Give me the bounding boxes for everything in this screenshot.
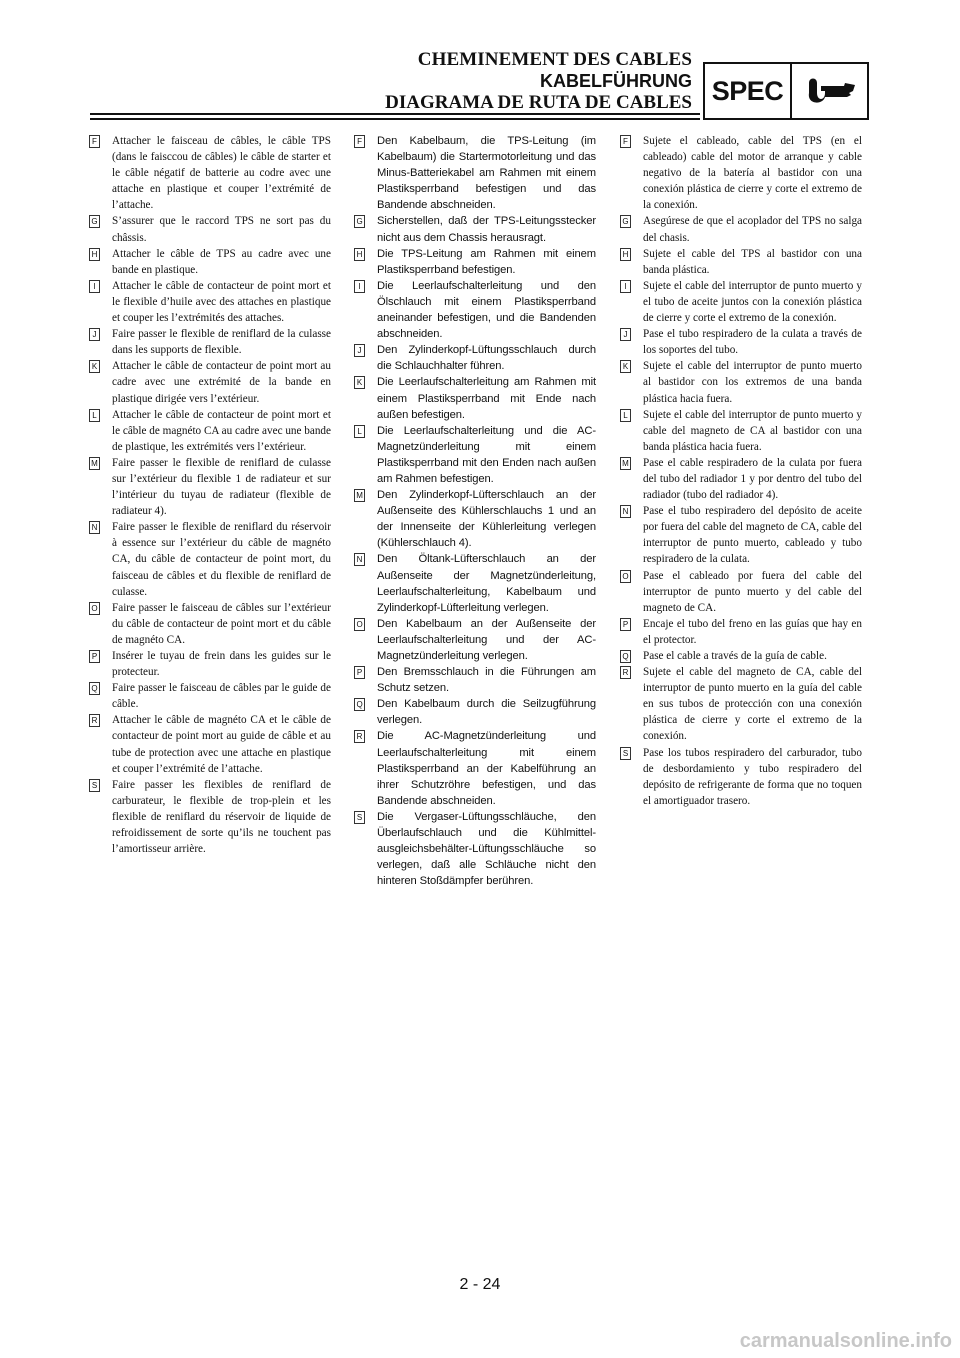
item-marker: F [89,135,100,148]
list-item [620,326,862,358]
item-marker: O [89,602,100,615]
title-german: KABELFÜHRUNG [540,71,692,91]
item-marker: S [620,747,631,760]
item-text: Attacher le câble de contacteur de point mort et le flexible d’huile avec des attaches en plastique et couper les l’extrémités des attaches. [112,279,331,325]
item-marker: N [620,505,631,518]
list-item [354,728,596,808]
column-spanish [620,133,862,809]
list-item [620,278,862,326]
item-marker: M [89,457,100,470]
item-text: Sujete el cable del interruptor de punto muerto y cable del magneto de CA al bastidor con una banda plástica hacia fuera. [643,408,862,453]
item-text: Sujete el cable del interruptor de punto muerto al bastidor con los extremos de una banda plástica hacia fuera. [643,360,862,405]
item-marker: I [620,280,631,293]
list-item [89,326,331,358]
item-text: Sujete el cable del TPS al bastidor con una banda plástica. [643,247,862,276]
item-marker: I [89,280,100,293]
item-text: Attacher le câble de magnéto CA et le câble de contacteur de point mort au guide de câble et au tube de protection avec une attache en plastique et couper l’extrémité de l’attache. [112,714,331,775]
item-text: Pase el cable respiradero de la culata por fuera del tubo del radiador 1 y por dentro del tubo del radiador (tubo del radiador 4). [643,456,862,502]
item-text: Attacher le faisceau de câbles, le câble TPS (dans le faisccou de câbles) le câble de starter et le câble négatif de batterie au codre avec une attache en plastique et couper l’extrémité de l’attache. [112,135,331,212]
item-marker: Q [354,698,365,711]
item-marker: P [354,666,365,679]
item-marker: O [620,570,631,583]
header-rule-bottom [90,118,700,120]
watermark: carmanualsonline.info [739,1330,952,1352]
list-item [354,809,596,889]
list-item [89,407,331,455]
item-marker: P [89,650,100,663]
list-item [354,664,596,696]
column-german [354,133,596,889]
item-text: Faire passer le faisceau de câbles par le guide de câble. [112,682,331,711]
item-text: Faire passer les flexibles de reniflard de carburateur, le flexible de trop-plein et les flexible de reniflard du réservoir de liquide de refroidissement de sorte qu’ils ne touchent pas l’amortisseur arrière. [112,778,331,856]
item-text: Den Kabelbaum, die TPS-Leitung (im Kabelbaum) die Startermotorleitung und das Minus-Batteriekabel am Rahmen mit einem Plastiksperrband befestigen und das Bandende abschneiden. [377,135,596,212]
item-text: Faire passer le flexible de reniflard du réservoir à essence sur l’extérieur du câble de magnéto CA, du câble de contacteur de point mort, du faisceau de câbles et du flexible de reniflard de culasse. [112,521,331,598]
list-item [89,278,331,326]
list-item [354,616,596,664]
item-text: Den Kabelbaum durch die Seilzugführung verlegen. [377,698,596,727]
section-label: SPEC [705,64,792,118]
item-text: Pase el cable a través de la guía de cable. [643,650,827,662]
item-marker: N [354,553,365,566]
item-text: Attacher le câble de TPS au cadre avec une bande en plastique. [112,247,331,276]
item-text: Faire passer le flexible de reniflard de la culasse dans les supports de flexible. [112,328,331,357]
item-text: Attacher le câble de contacteur de point mort au cadre avec une extrémité de la bande en plastique dirigée vers l’extérieur. [112,360,331,405]
list-item [89,213,331,245]
item-text: Pase el cableado por fuera del cable del interruptor de punto muerto y del cable del magneto de CA. [643,569,862,614]
item-text: Insérer le tuyau de frein dans les guides sur le protecteur. [112,650,331,679]
item-text: Asegúrese de que el acoplador del TPS no salga del chasis. [643,215,862,244]
item-marker: F [354,135,365,148]
list-item [354,374,596,422]
item-text: Sujete el cable del magneto de CA, cable del interruptor de punto muerto en la guía del cable en sus tubos de protección con una conexión plástica de cierre y corte el extremo de la conexión. [643,666,862,743]
list-item [354,133,596,213]
list-item [354,246,596,278]
item-text: Die Leerlaufschalterleitung und die AC-Magnetzünderleitung mit einem Plastiksperrband mit den Enden nach außen am Rahmen befestigen. [377,424,596,485]
list-item [620,664,862,744]
item-marker: R [354,730,365,743]
item-marker: G [354,215,365,228]
list-item [89,455,331,519]
list-item [89,519,331,599]
list-item [620,455,862,503]
list-item [620,503,862,567]
list-item [620,745,862,809]
item-marker: L [354,425,365,438]
item-marker: L [89,409,100,422]
list-item [620,358,862,406]
item-text: Den Bremsschlauch in die Führungen am Schutz setzen. [377,666,596,695]
list-item [354,342,596,374]
item-text: Die TPS-Leitung am Rahmen mit einem Plastiksperrband befestigen. [377,247,596,276]
list-item [354,696,596,728]
item-text: Faire passer le faisceau de câbles sur l’extérieur du câble de contacteur de point mort et du câble de magnéto CA. [112,601,331,646]
list-item [89,712,331,776]
page-header-titles [385,50,692,112]
list-item [354,487,596,551]
title-french: CHEMINEMENT DES CABLES [417,49,692,70]
wrench-icon [792,64,867,118]
list-item [620,568,862,616]
list-item [89,777,331,857]
item-marker: J [354,344,365,357]
column-french [89,133,331,857]
list-item [354,213,596,245]
item-text: Attacher le câble de contacteur de point mort et le câble de magnéto CA au cadre avec une bande de plastique, les extrémités vers l’extérieur. [112,408,331,453]
item-text: S’assurer que le raccord TPS ne sort pas du châssis. [112,215,331,244]
item-text: Sujete el cable del interruptor de punto muerto y el tubo de aceite juntos con la conexión plástica de cierre y corte el extremo de la conexión. [643,279,862,325]
item-marker: M [620,457,631,470]
list-item [620,648,862,664]
item-marker: Q [620,650,631,663]
item-text: Die Vergaser-Lüftungsschläuche, den Überlaufschlauch und die Kühlmittel-ausgleichsbehälter-Lüftungsschläuche so verlegen, daß alle Schläuche nicht den hinteren Stoßdämpfer berühren. [377,810,596,888]
item-marker: J [89,328,100,341]
list-item [89,600,331,648]
item-text: Den Zylinderkopf-Lüftungsschlauch durch die Schlauchhalter führen. [377,344,596,373]
list-item [620,407,862,455]
list-item [89,358,331,406]
list-item [620,133,862,213]
item-text: Faire passer le flexible de reniflard de culasse sur l’extérieur du flexible 1 de radiateur et sur l’intérieur du tuyau de radiateur (flexible de radiateur 4). [112,456,331,518]
item-marker: R [620,666,631,679]
item-marker: K [620,360,631,373]
list-item [89,133,331,213]
item-text: Pase los tubos respiradero del carburador, tubo de desbordamiento y tubo respiradero del depósito de refrigerante de forma que no toquen el amortiguador trasero. [643,746,862,807]
item-marker: H [620,248,631,261]
item-text: Pase el tubo respiradero del depósito de aceite por fuera del cable del magneto de CA, cable del interruptor de punto muerto, cableado y tubo respiradero de la culata. [643,505,862,566]
item-marker: H [89,248,100,261]
section-badge [703,62,869,120]
item-text: Die AC-Magnetzünderleitung und Leerlaufschalterleitung mit einem Plastiksperrband an der Kabelführung an ihrer Schutzröhre befestigen, und das Bandende abschneiden. [377,730,596,807]
item-text: Den Öltank-Lüfterschlauch an der Außenseite der Magnetzünderleitung, Leerlaufschalterleitung, Kabelbaum und Zylinderkopf-Lüfterleitung verlegen. [377,553,596,614]
item-marker: P [620,618,631,631]
item-marker: G [620,215,631,228]
list-item [620,213,862,245]
item-marker: N [89,521,100,534]
item-marker: Q [89,682,100,695]
item-marker: M [354,489,365,502]
item-text: Die Leerlaufschalterleitung am Rahmen mit einem Plastiksperrband mit Ende nach außen befestigen. [377,376,596,421]
item-text: Die Leerlaufschalterleitung und den Ölschlauch mit einem Plastiksperrband aneinander befestigen, und die Bandenden abschneiden. [377,279,596,341]
item-marker: L [620,409,631,422]
list-item [89,680,331,712]
list-item [354,278,596,342]
item-text: Den Kabelbaum an der Außenseite der Leerlaufschalterleitung und der AC-Magnetzünderleitung verlegen. [377,617,596,662]
item-text: Sujete el cableado, cable del TPS (en el cableado) cable del motor de arranque y cable negativo de la batería al bastidor con una conexión plástica de cierre y corte el extremo de la conexión. [643,135,862,212]
item-marker: R [89,714,100,727]
item-marker: I [354,280,365,293]
item-marker: J [620,328,631,341]
list-item [620,616,862,648]
item-text: Sicherstellen, daß der TPS-Leitungsstecker nicht aus dem Chassis herausragt. [377,215,596,244]
item-marker: H [354,248,365,261]
list-item [89,246,331,278]
list-item [354,551,596,615]
item-marker: S [89,779,100,792]
list-item [89,648,331,680]
header-rule-top [90,113,700,115]
item-text: Pase el tubo respiradero de la culata a través de los soportes del tubo. [643,328,862,357]
list-item [620,246,862,278]
item-marker: G [89,215,100,228]
item-marker: S [354,811,365,824]
list-item [354,423,596,487]
item-marker: F [620,135,631,148]
item-text: Den Zylinderkopf-Lüfterschlauch an der Außenseite des Kühlerschlauchs 1 und an der Innenseite der Kühlerleitung verlegen (Kühlerschlauch 4). [377,489,596,550]
title-spanish: DIAGRAMA DE RUTA DE CABLES [385,92,692,113]
item-marker: K [354,376,365,389]
page-number: 2 - 24 [459,1276,501,1293]
item-marker: K [89,360,100,373]
item-marker: O [354,618,365,631]
item-text: Encaje el tubo del freno en las guías que hay en el protector. [643,617,862,646]
